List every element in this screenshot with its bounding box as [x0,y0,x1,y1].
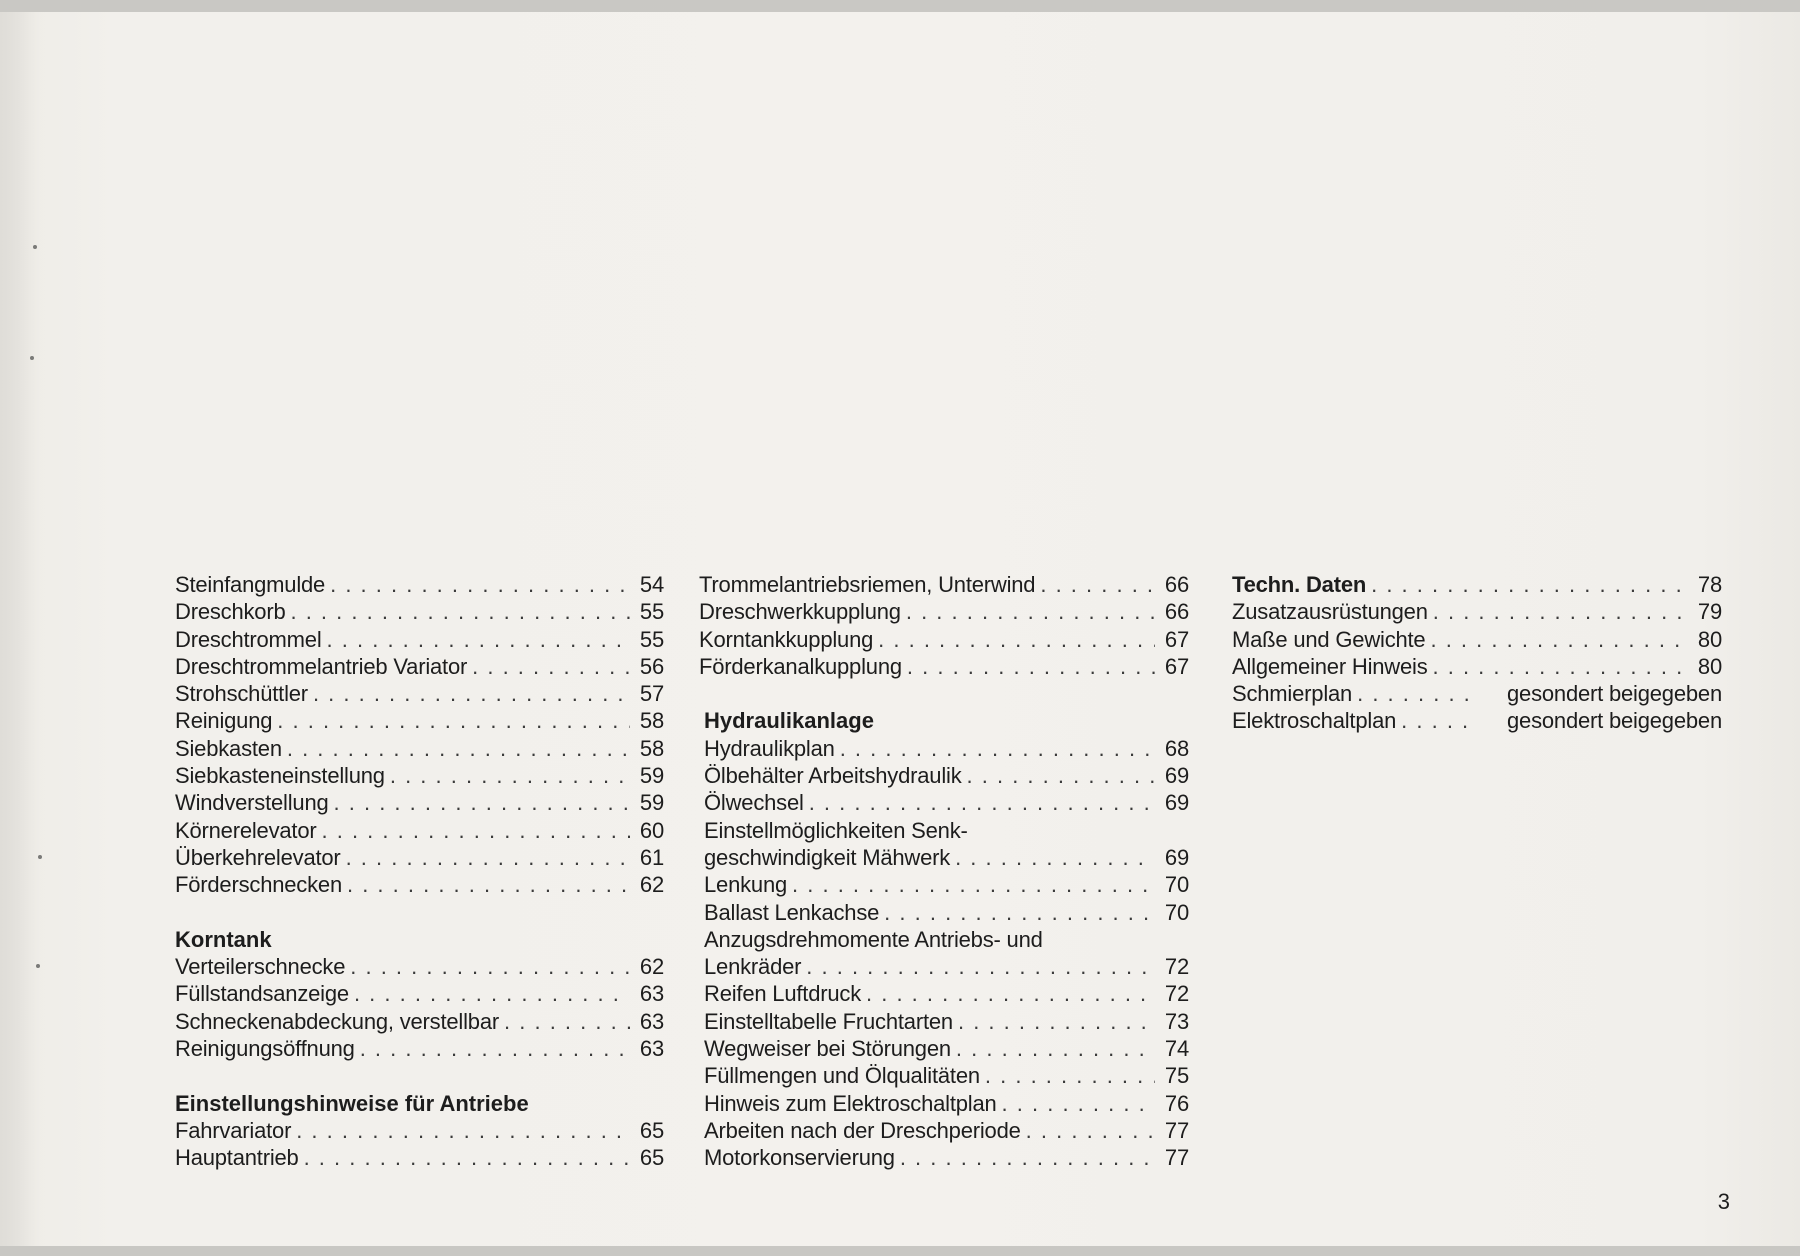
toc-entry: Förderschnecken . . . 62 [175,871,664,898]
toc-entry: Trommelantriebsriemen, Unterwind . . . 66 [699,571,1189,598]
toc-entry: Ölwechsel . . . 69 [704,789,1189,816]
toc-entry: Arbeiten nach der Dreschperiode . . . 77 [704,1117,1189,1144]
toc-entry: Hauptantrieb . . . 65 [175,1144,664,1171]
toc-entry: Ballast Lenkachse . . . 70 [704,899,1189,926]
toc-entry: Schmierplan . . . gesondert beigegeben [1232,680,1722,707]
toc-entry: Reinigungsöffnung . . . 63 [175,1035,664,1062]
paper-speck [33,245,37,249]
paper-speck [36,964,40,968]
toc-entry: Dreschwerkkupplung . . . 66 [699,598,1189,625]
toc-entry: Elektroschaltplan . . . gesondert beigegeben [1232,707,1722,734]
toc-entry: Strohschüttler . . . 57 [175,680,664,707]
toc-entry: Techn. Daten . . . 78 [1232,571,1722,598]
toc-entry: Reifen Luftdruck . . . 72 [704,980,1189,1007]
toc-entry: Dreschtrommel . . . 55 [175,626,664,653]
toc-entry: geschwindigkeit Mähwerk . . . 69 [704,844,1189,871]
toc-entry: Dreschkorb . . . 55 [175,598,664,625]
toc-entry: Zusatzausrüstungen . . . 79 [1232,598,1722,625]
toc-entry-line1: Einstellmöglichkeiten Senk- [704,817,968,843]
toc-column-2 [699,571,1189,1172]
binding-edge [0,12,40,1246]
section-heading-antriebe: Einstellungshinweise für Antriebe [175,1090,529,1116]
toc-entry: Korntankkupplung . . . 67 [699,626,1189,653]
toc-entry: Steinfangmulde . . . 54 [175,571,664,598]
toc-entry: Förderkanalkupplung . . . 67 [699,653,1189,680]
toc-entry: Allgemeiner Hinweis . . . 80 [1232,653,1722,680]
toc-column-1 [175,571,664,1172]
section-heading-hydraulik: Hydraulikanlage [704,708,874,734]
toc-entry: Einstelltabelle Fruchtarten . . . 73 [704,1008,1189,1035]
toc-entry: Fahrvariator . . . 65 [175,1117,664,1144]
paper-speck [30,356,34,360]
section-heading-korntank: Korntank [175,926,272,952]
toc-entry: Schneckenabdeckung, verstellbar . . . 63 [175,1008,664,1035]
toc-entry: Verteilerschnecke . . . 62 [175,953,664,980]
toc-entry: Windverstellung . . . 59 [175,789,664,816]
toc-entry: Motorkonservierung . . . 77 [704,1144,1189,1171]
toc-column-3 [1232,571,1722,735]
toc-entry-line1: Anzugsdrehmomente Antriebs- und [704,926,1043,952]
toc-entry: Überkehrelevator . . . 61 [175,844,664,871]
page-number: 3 [1717,1189,1730,1214]
paper-speck [38,855,42,859]
toc-entry: Körnerelevator . . . 60 [175,817,664,844]
toc-entry: Wegweiser bei Störungen . . . 74 [704,1035,1189,1062]
toc-entry: Lenkung . . . 70 [704,871,1189,898]
toc-entry: Füllstandsanzeige . . . 63 [175,980,664,1007]
toc-entry: Ölbehälter Arbeitshydraulik . . . 69 [704,762,1189,789]
toc-entry: Reinigung . . . 58 [175,707,664,734]
toc-entry: Dreschtrommelantrieb Variator . . . 56 [175,653,664,680]
toc-entry: Maße und Gewichte . . . 80 [1232,626,1722,653]
toc-entry: Siebkasten . . . 58 [175,735,664,762]
top-edge [0,0,1800,12]
toc-entry: Siebkasteneinstellung . . . 59 [175,762,664,789]
toc-entry: Füllmengen und Ölqualitäten . . . 75 [704,1062,1189,1089]
toc-entry: Hydraulikplan . . . 68 [704,735,1189,762]
toc-entry: Lenkräder . . . 72 [704,953,1189,980]
toc-entry: Hinweis zum Elektroschaltplan . . . 76 [704,1090,1189,1117]
bottom-edge [0,1246,1800,1256]
